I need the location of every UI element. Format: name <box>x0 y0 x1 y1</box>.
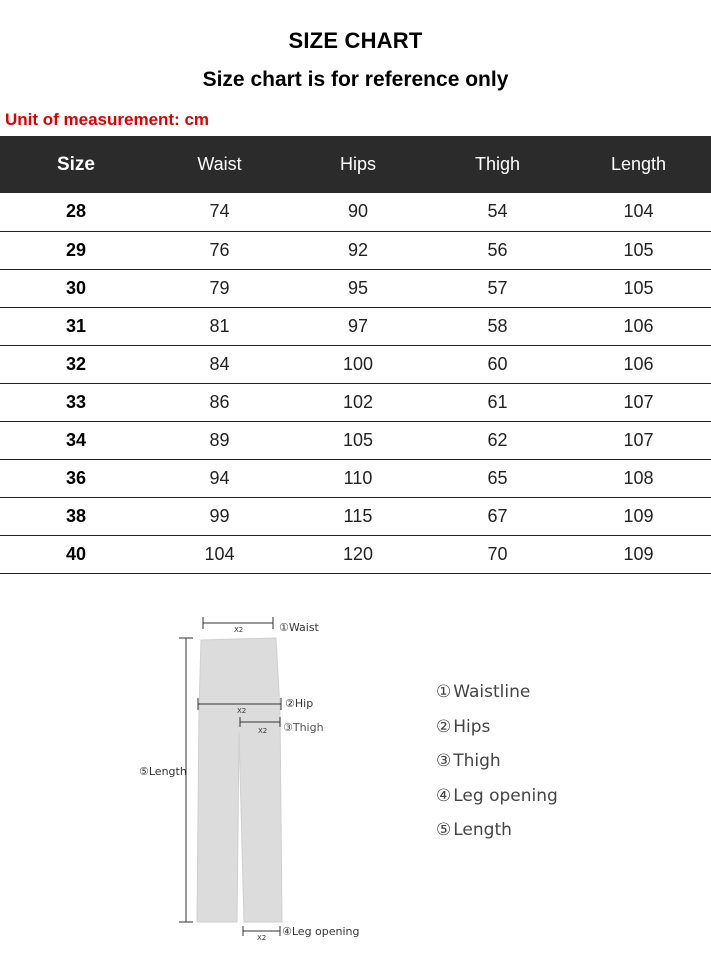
legend-label: Leg opening <box>453 785 558 806</box>
legend-number: ④ <box>436 785 452 806</box>
legend-label: Waistline <box>453 682 531 702</box>
table-cell-hips: 110 <box>343 467 373 488</box>
table-cell-thigh: 57 <box>487 277 508 298</box>
table-cell-waist: 76 <box>209 239 230 260</box>
table-cell-waist: 89 <box>209 429 230 450</box>
table-cell-length: 107 <box>623 391 654 412</box>
table-cell-waist: 86 <box>209 391 230 412</box>
legend-item <box>436 680 558 715</box>
page-title: SIZE CHART <box>288 28 423 53</box>
table-cell-waist: 84 <box>209 353 230 374</box>
table-cell-thigh: 70 <box>487 543 508 564</box>
table-body <box>0 193 711 573</box>
table-row <box>0 231 711 269</box>
table-cell-length: 104 <box>623 201 654 222</box>
table-row <box>0 383 711 421</box>
length-label: ⑤Length <box>139 765 187 778</box>
table-cell-waist: 81 <box>209 315 230 336</box>
table-cell-length: 108 <box>623 467 654 488</box>
thigh-x2-label: X2 <box>258 727 268 735</box>
table-cell-waist: 94 <box>209 467 230 488</box>
table-header-row <box>0 136 711 193</box>
legend-item <box>436 784 558 819</box>
table-cell-length: 109 <box>623 543 654 564</box>
legend-number: ① <box>436 682 452 702</box>
table-cell-size: 32 <box>65 353 87 374</box>
pants-silhouette <box>197 638 282 922</box>
legend-number: ⑤ <box>436 820 452 840</box>
table-cell-hips: 95 <box>347 277 369 298</box>
table-cell-thigh: 56 <box>487 239 508 260</box>
table-row <box>0 421 711 459</box>
table-cell-thigh: 60 <box>487 353 508 374</box>
thigh-label: ③Thigh <box>283 721 324 734</box>
column-header-size: Size <box>56 153 96 175</box>
table-cell-size: 40 <box>65 543 87 564</box>
size-table <box>0 136 711 574</box>
page-subtitle: Size chart is for reference only <box>202 68 509 91</box>
table-cell-size: 29 <box>65 239 87 260</box>
table-cell-thigh: 61 <box>487 391 508 412</box>
hip-x2-label: X2 <box>237 707 247 715</box>
table-cell-length: 106 <box>623 315 654 336</box>
pants-measurement-diagram <box>0 580 711 971</box>
table-row <box>0 459 711 497</box>
legend-label: Length <box>453 820 512 840</box>
table-row <box>0 307 711 345</box>
table-cell-hips: 105 <box>342 429 374 450</box>
table-cell-thigh: 54 <box>487 201 508 222</box>
legend-number: ② <box>436 716 452 737</box>
table-cell-thigh: 58 <box>487 315 508 336</box>
waist-x2-label: X2 <box>234 626 244 634</box>
table-cell-size: 33 <box>65 391 87 412</box>
table-cell-waist: 74 <box>209 201 230 222</box>
table-cell-size: 28 <box>65 201 87 222</box>
table-cell-waist: 99 <box>209 505 230 526</box>
legend-label: Thigh <box>453 751 501 771</box>
legend-item <box>436 715 558 750</box>
table-cell-size: 36 <box>65 467 87 488</box>
table-cell-thigh: 62 <box>487 429 508 450</box>
measurement-legend <box>436 680 558 853</box>
leg-x2-label: X2 <box>257 934 267 942</box>
column-header-waist: Waist <box>197 154 242 174</box>
legend-item <box>436 818 558 853</box>
table-cell-hips: 97 <box>347 315 369 336</box>
table-cell-length: 106 <box>623 353 654 374</box>
table-cell-waist: 104 <box>204 543 235 564</box>
table-cell-waist: 79 <box>209 277 230 298</box>
legend-label: Hips <box>453 716 491 737</box>
legend-number: ③ <box>436 751 452 771</box>
hip-label: ②Hip <box>285 697 314 710</box>
table-cell-size: 30 <box>65 277 87 298</box>
column-header-length: Length <box>610 154 667 174</box>
table-cell-hips: 120 <box>342 543 374 564</box>
table-row <box>0 193 711 231</box>
table-cell-hips: 100 <box>342 353 374 374</box>
table-cell-size: 34 <box>65 429 87 450</box>
table-row <box>0 269 711 307</box>
table-row <box>0 345 711 383</box>
table-cell-thigh: 67 <box>487 505 508 526</box>
table-cell-thigh: 65 <box>487 467 508 488</box>
table-cell-length: 107 <box>623 429 654 450</box>
table-row <box>0 535 711 573</box>
table-cell-hips: 92 <box>347 239 369 260</box>
leg-opening-label: ④Leg opening <box>282 925 360 938</box>
legend-item <box>436 749 558 784</box>
table-cell-size: 38 <box>65 505 87 526</box>
table-cell-hips: 102 <box>342 391 374 412</box>
table-cell-hips: 90 <box>347 201 369 222</box>
table-cell-size: 31 <box>65 315 87 336</box>
table-cell-length: 109 <box>623 505 654 526</box>
table-cell-hips: 115 <box>343 505 373 526</box>
column-header-thigh: Thigh <box>474 154 521 174</box>
length-measure <box>179 638 193 922</box>
table-cell-length: 105 <box>623 277 654 298</box>
waist-label: ①Waist <box>279 621 319 634</box>
unit-note: Unit of measurement: cm <box>5 110 210 129</box>
table-cell-length: 105 <box>623 239 654 260</box>
column-header-hips: Hips <box>339 154 376 174</box>
table-row <box>0 497 711 535</box>
